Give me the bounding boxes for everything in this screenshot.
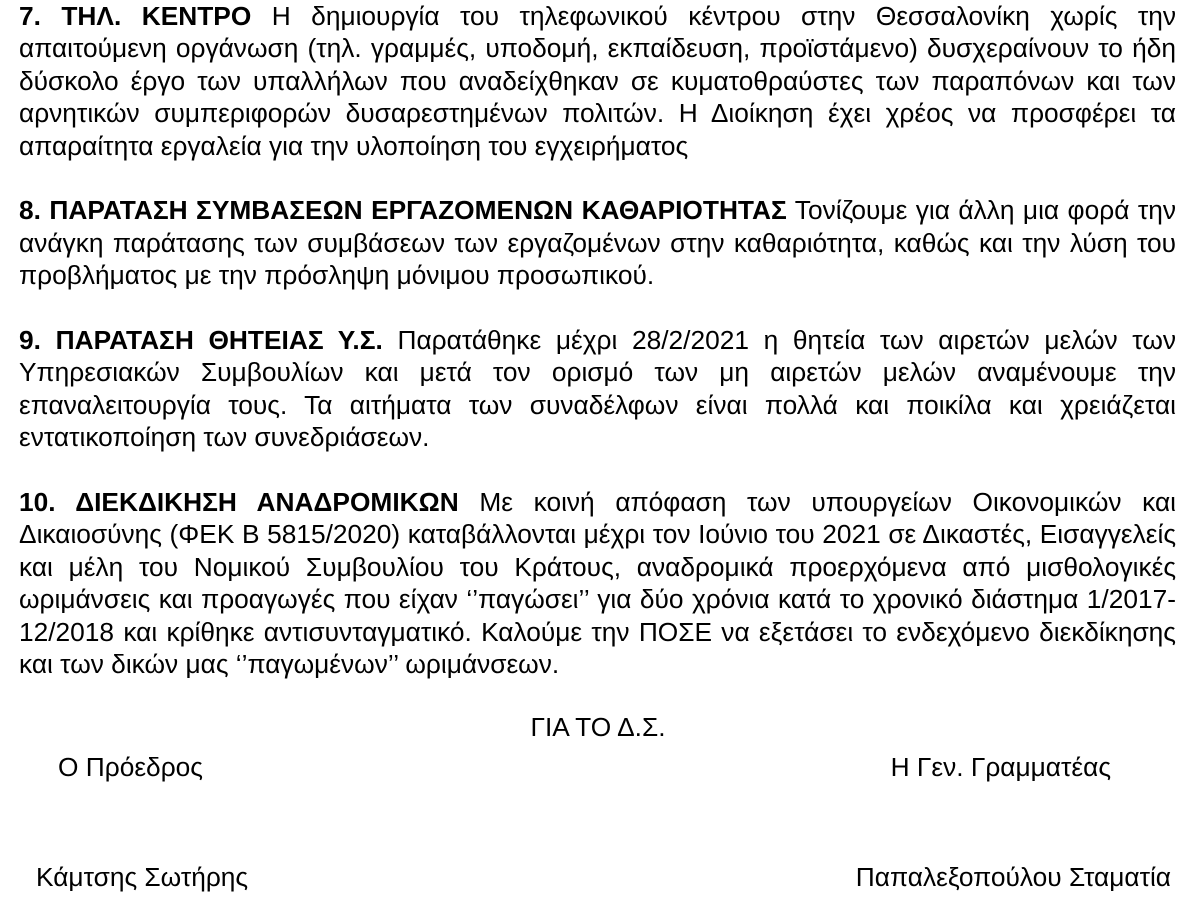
secretary-role: Η Γεν. Γραμματέας — [890, 752, 1111, 782]
paragraph-text: Η δημιουργία του τηλεφωνικού κέντρου στην Θεσσαλονίκη χωρίς την απαιτούμενη οργάνωση (τηλ. γραμμές, υποδομή, εκπαίδευση, προϊστάμενο) δυσχεραίνουν το ήδη δύσκολο έργο των υπαλλήλων που αναδείχθηκαν σε κυματοθραύστες των παραπόνων και των αρνητικών συμπεριφορών δυσαρεστημένων πολιτών. Η Διοίκηση έχει χρέος να προσφέρει τα απαραίτητα εργαλεία για την υλοποίηση του εγχειρήματος — [19, 1, 1176, 161]
paragraph-text: Τονίζουμε για άλλη μια φορά την ανάγκη παράτασης των συμβάσεων των εργαζομένων στην καθαριότητα, καθώς και την λύση του προβλήματος με την πρόσληψη μόνιμου προσωπικού. — [19, 195, 1176, 291]
paragraph-title: 7. ΤΗΛ. ΚΕΝΤΡΟ — [19, 1, 252, 31]
president-role: Ο Πρόεδρος — [58, 752, 203, 782]
paragraph-10 — [19, 486, 1176, 680]
secretary-name: Παπαλεξοπούλου Σταματία — [855, 862, 1171, 892]
document-body — [19, 0, 1176, 680]
paragraph-8 — [19, 194, 1176, 291]
paragraph-7 — [19, 0, 1176, 162]
paragraph-9 — [19, 324, 1176, 454]
president-name: Κάμτσης Σωτήρης — [36, 862, 249, 892]
paragraph-text: Παρατάθηκε μέχρι 28/2/2021 η θητεία των αιρετών μελών των Υπηρεσιακών Συμβουλίων και μετά τον ορισμό των μη αιρετών μελών αναμένουμε την επαναλειτουργία τους. Τα αιτήματα των συναδέλφων είναι πολλά και ποικίλα και χρειάζεται εντατικοποίηση των συνεδριάσεων. — [19, 325, 1176, 453]
paragraph-title: 8. ΠΑΡΑΤΑΣΗ ΣΥΜΒΑΣΕΩΝ ΕΡΓΑΖΟΜΕΝΩΝ ΚΑΘΑΡΙΟΤΗΤΑΣ — [19, 195, 787, 226]
paragraph-text: Με κοινή απόφαση των υπουργείων Οικονομικών και Δικαιοσύνης (ΦΕΚ Β 5815/2020) καταβάλλονται μέχρι τον Ιούνιο του 2021 σε Δικαστές, Εισαγγελείς και μέλη του Νομικού Συμβουλίου του Κράτους, αναδρομικά προερχόμενα από μισθολογικές ωριμάνσεις και προαγωγές που είχαν ‘’παγώσει’’ για δύο χρόνια κατά το χρονικό διάστημα 1/2017-12/2018 και κρίθηκε αντισυνταγματικό. Καλούμε την ΠΟΣΕ να εξετάσει το ενδεχόμενο διεκδίκησης και των δικών μας ‘’παγωμένων’’ ωριμάνσεων. — [19, 487, 1177, 680]
board-label: ΓΙΑ ΤΟ Δ.Σ. — [530, 712, 666, 742]
paragraph-title: 9. ΠΑΡΑΤΑΣΗ ΘΗΤΕΙΑΣ Υ.Σ. — [19, 325, 383, 356]
paragraph-title: 10. ΔΙΕΚΔΙΚΗΣΗ ΑΝΑΔΡΟΜΙΚΩΝ — [19, 487, 459, 518]
